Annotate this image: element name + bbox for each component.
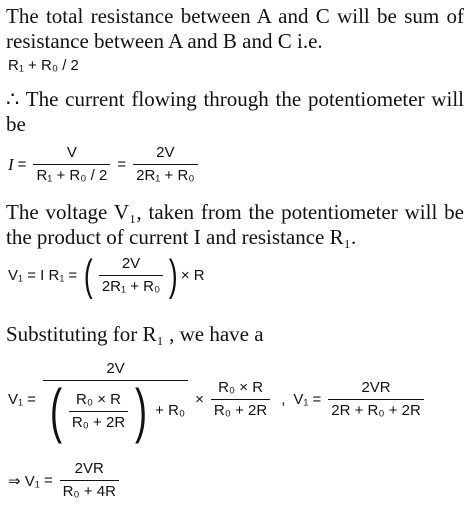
paragraph-substituting xyxy=(6,322,464,347)
fraction-final: $\frac{2VR}{\text{R₀ + 4R}}$ xyxy=(60,458,119,503)
text-substituting: Substituting for R₁ , we have a xyxy=(6,322,264,346)
fraction-v-over-sum: $\frac{V}{\text{R₁ + R₀ / 2}}$ xyxy=(33,142,110,187)
fraction-compound: 2V ( $\frac{\text{R₀ × R}}{\text{R₀ + 2R}}$ ) + R₀ xyxy=(43,358,188,441)
fraction-2v-over-sum: $\frac{2V}{\text{2R₁ + R₀}}$ xyxy=(99,253,163,298)
equals-sign: = xyxy=(117,156,127,173)
expr-r1-plus-r0-over-2: R₁ + R₀ / 2 xyxy=(8,57,79,74)
paragraph-voltage xyxy=(6,200,464,250)
fraction-inner: $\frac{\text{R₀ × R}}{\text{R₀ + 2R}}$ xyxy=(69,389,128,434)
paragraph-total-resistance xyxy=(6,4,464,54)
text-voltage: The voltage V₁, taken from the potentiometer will be the product of current I and resistance R₁. xyxy=(6,200,464,249)
equation-voltage: V₁ = I R₁ = ( $\frac{2V}{\text{2R₁ + R₀}}$ ) × R xyxy=(8,250,205,300)
equals-sign: = xyxy=(17,156,27,173)
fraction-result-1: $\frac{2VR}{\text{2R + R₀ + 2R}}$ xyxy=(328,377,424,422)
equation-substitution: V₁ = 2V ( $\frac{\text{R₀ × R}}{\text{R₀ + 2R}}$ ) + R₀ × $\frac{\text{R₀ × R}}{\text{R₀ + 2R}}$ , V₁ = $\frac{2VR}{\text{2R + R₀ + 2R}}$ xyxy=(8,358,427,441)
paragraph-current xyxy=(6,87,464,137)
eq2-tail: × R xyxy=(180,267,205,284)
equation-current xyxy=(8,142,201,187)
text-total-resistance: The total resistance between A and C will be sum of resistance between A and B and C i.e. xyxy=(6,4,464,53)
text-current: ∴ The current flowing through the potentiometer will be xyxy=(6,87,464,136)
eq1-lhs: I xyxy=(8,154,14,174)
fraction-2v-over-sum: $\frac{2V}{\text{2R₁ + R₀}}$ xyxy=(133,142,197,187)
eq4-prefix: ⇒ V₁ xyxy=(8,472,40,490)
eq2-lhs: V₁ = I R₁ xyxy=(8,267,65,284)
equation-final: ⇒ V₁ = $\frac{2VR}{\text{R₀ + 4R}}$ xyxy=(8,458,122,503)
eq3-lhs: V₁ xyxy=(8,391,24,408)
fraction-right: $\frac{\text{R₀ × R}}{\text{R₀ + 2R}}$ xyxy=(211,377,270,422)
